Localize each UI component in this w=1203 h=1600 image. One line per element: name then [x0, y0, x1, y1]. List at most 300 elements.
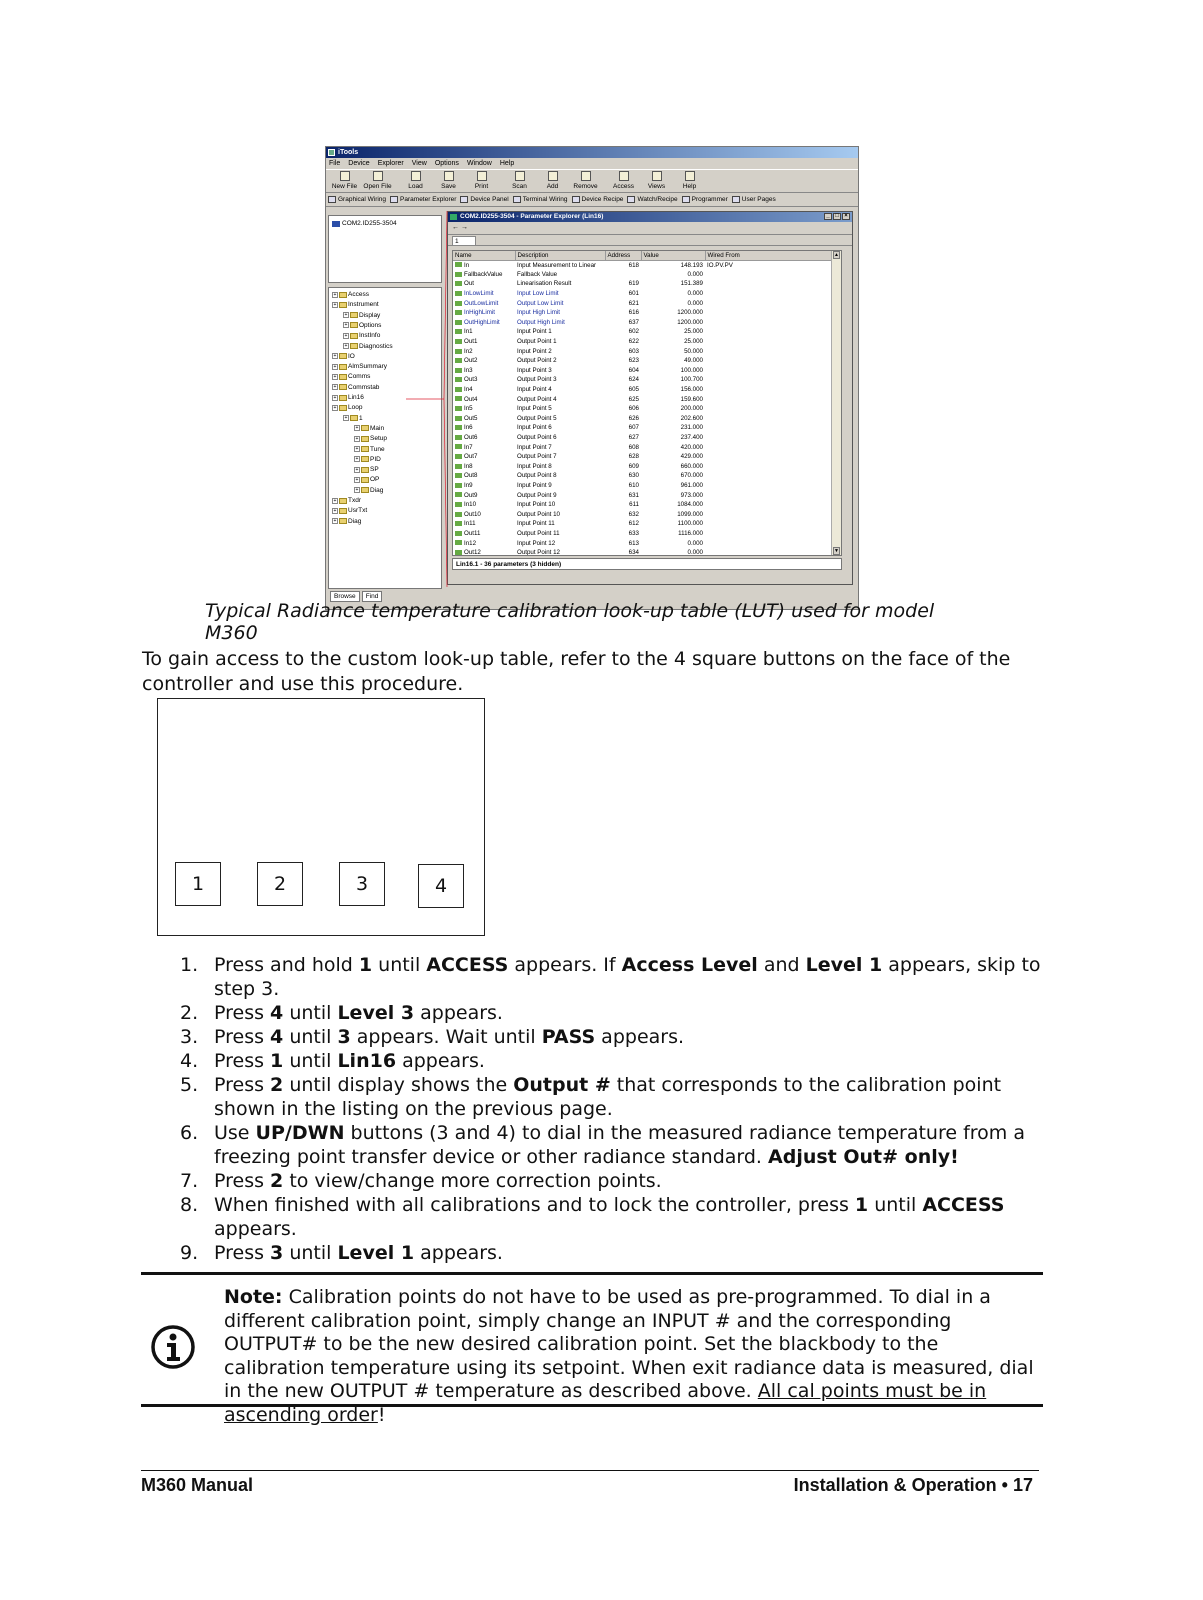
window-icon [450, 214, 457, 220]
tree-item-almsummary[interactable] [332, 362, 387, 371]
table-row[interactable] [453, 270, 831, 280]
cell-desc [515, 529, 605, 539]
expand-icon[interactable]: + [333, 507, 337, 514]
tree-item-diagnostics[interactable] [343, 342, 393, 351]
cell-text: InLowLimit [464, 290, 494, 298]
table-row[interactable] [453, 298, 831, 308]
cell-text: Out11 [464, 529, 481, 537]
cell-text: Out5 [464, 414, 478, 422]
step-text: until display shows the [283, 1074, 514, 1096]
tree-label: Options [359, 321, 382, 329]
cell-value[interactable] [641, 404, 705, 414]
cell-text: 0.000 [687, 539, 703, 547]
toolbar-print-button[interactable] [465, 171, 498, 192]
cell-wired [705, 442, 831, 452]
cell-wired [705, 423, 831, 433]
cell-text: 609 [628, 462, 639, 470]
tree-label: SP [370, 466, 379, 474]
cell-addr [605, 385, 641, 395]
cell-text: In7 [464, 443, 473, 451]
cell-name [453, 308, 515, 318]
cell-value[interactable] [641, 490, 705, 500]
cell-value[interactable] [641, 394, 705, 404]
view-device-recipe-button[interactable] [572, 196, 624, 203]
tree-item-instrument[interactable] [332, 300, 379, 309]
expand-icon[interactable]: + [333, 301, 337, 308]
cell-text: 602 [628, 328, 639, 336]
cell-wired [705, 538, 831, 548]
tree-item-usrtxt[interactable] [332, 506, 367, 515]
cell-name [453, 471, 515, 481]
cell-text: 634 [628, 549, 639, 556]
menu-item-window[interactable]: Window [466, 160, 492, 167]
view-user-pages-button[interactable] [732, 196, 776, 203]
tree-item-access[interactable] [332, 290, 369, 299]
tree-label: Diag [348, 517, 362, 525]
table-row[interactable] [453, 404, 831, 414]
cell-addr [605, 346, 641, 356]
expand-icon[interactable]: + [344, 322, 348, 329]
cell-value[interactable] [641, 289, 705, 299]
cell-name [453, 548, 515, 556]
menu-item-file[interactable]: File [329, 160, 341, 167]
cell-text: 631 [628, 491, 639, 499]
cell-addr [605, 308, 641, 318]
tree-item-diag[interactable] [332, 517, 361, 526]
cell-addr [605, 500, 641, 510]
tree-item-comms[interactable] [332, 372, 370, 381]
cell-text: 616 [628, 309, 639, 317]
cell-value[interactable] [641, 366, 705, 376]
expand-icon[interactable]: + [333, 353, 337, 360]
table-row[interactable] [453, 529, 831, 539]
cell-value[interactable] [641, 318, 705, 328]
table-row[interactable] [453, 423, 831, 433]
cell-value[interactable] [641, 327, 705, 337]
cell-name [453, 509, 515, 519]
expand-icon[interactable]: + [344, 415, 348, 422]
device-item[interactable] [332, 220, 397, 227]
table-row[interactable] [453, 279, 831, 289]
cell-value[interactable] [641, 356, 705, 366]
cell-name [453, 346, 515, 356]
cell-addr [605, 548, 641, 556]
cell-value[interactable] [641, 337, 705, 347]
tree-item-1[interactable] [343, 414, 363, 423]
tree-item-diag[interactable] [354, 486, 383, 495]
cell-value[interactable] [641, 509, 705, 519]
toolbar-add-button[interactable] [536, 171, 569, 192]
cell-text: In5 [464, 405, 473, 413]
parameter-icon [455, 502, 462, 507]
tree-item-txdr[interactable] [332, 496, 361, 505]
view-label: Device Panel [470, 196, 509, 203]
cell-desc [515, 548, 605, 556]
cell-value[interactable] [641, 260, 705, 270]
toolbar-save-button[interactable] [432, 171, 465, 192]
table-row[interactable] [453, 289, 831, 299]
cell-text: In3 [464, 366, 473, 374]
parameter-icon [455, 454, 462, 459]
tree-item-op[interactable] [354, 475, 379, 484]
expand-icon[interactable]: + [355, 425, 359, 432]
step-emphasis: Output # [513, 1074, 611, 1096]
expand-icon[interactable]: + [355, 487, 359, 494]
cell-value[interactable] [641, 375, 705, 385]
cell-value[interactable] [641, 538, 705, 548]
cell-addr [605, 490, 641, 500]
tab-find[interactable]: Find [362, 591, 383, 602]
cell-addr [605, 318, 641, 328]
expand-icon[interactable]: + [344, 332, 348, 339]
user-pages-icon [732, 196, 740, 203]
expand-icon[interactable]: + [333, 394, 337, 401]
step-emphasis: UP/DWN [255, 1122, 345, 1144]
cell-value[interactable] [641, 346, 705, 356]
view-label: Graphical Wiring [338, 196, 387, 203]
view-label: Parameter Explorer [400, 196, 457, 203]
parameter-icon [455, 358, 462, 363]
cell-text: Out6 [464, 433, 478, 441]
cell-wired [705, 270, 831, 280]
expand-icon[interactable]: + [355, 476, 359, 483]
menu-item-options[interactable]: Options [434, 160, 459, 167]
toolbar-label: Views [647, 183, 666, 190]
cell-desc [515, 442, 605, 452]
parameter-icon [455, 464, 462, 469]
view-terminal-wiring-button[interactable] [513, 196, 568, 203]
step-text: and [757, 954, 806, 976]
table-row[interactable] [453, 394, 831, 404]
view-watch-recipe-button[interactable] [627, 196, 677, 203]
view-parameter-explorer-button[interactable] [390, 196, 456, 203]
key-1: 1 [175, 862, 221, 906]
load-icon [411, 171, 421, 181]
toolbar-access-button[interactable] [607, 171, 640, 192]
cell-name [453, 500, 515, 510]
cell-wired [705, 529, 831, 539]
cell-wired [705, 375, 831, 385]
expand-icon[interactable]: + [333, 363, 337, 370]
table-row[interactable] [453, 481, 831, 491]
cell-addr [605, 375, 641, 385]
back-arrow-icon[interactable]: ← [452, 224, 459, 231]
tree-label: Diagnostics [359, 342, 393, 350]
step-number: 9. [180, 1242, 199, 1264]
toolbar-views-button[interactable] [640, 171, 673, 192]
tree-item-commstab[interactable] [332, 383, 379, 392]
device-list [328, 215, 442, 283]
step-text: Press [214, 1026, 271, 1048]
cell-desc [515, 461, 605, 471]
maximize-icon[interactable]: □ [833, 213, 841, 220]
view-programmer-button[interactable] [682, 196, 728, 203]
column-header-wired-from[interactable]: Wired From [705, 251, 831, 260]
expand-icon[interactable]: + [333, 373, 337, 380]
cell-value[interactable] [641, 529, 705, 539]
toolbar-label: Open File [363, 183, 392, 190]
table-row[interactable] [453, 433, 831, 443]
tree-item-options[interactable] [343, 321, 381, 330]
cell-desc [515, 375, 605, 385]
column-header-value[interactable]: Value [641, 251, 705, 260]
cell-value[interactable] [641, 500, 705, 510]
step-emphasis: 4 [270, 1026, 284, 1048]
cell-desc [515, 394, 605, 404]
view-device-panel-button[interactable] [460, 196, 508, 203]
cell-value[interactable] [641, 308, 705, 318]
folder-icon [339, 353, 347, 359]
cell-text: 50.000 [684, 347, 703, 355]
step-text: until [283, 1002, 338, 1024]
cell-value[interactable] [641, 279, 705, 289]
cell-desc [515, 481, 605, 491]
toolbar-scan-button[interactable] [503, 171, 536, 192]
expand-icon[interactable]: + [355, 466, 359, 473]
key-4: 4 [418, 864, 464, 908]
table-row[interactable] [453, 346, 831, 356]
toolbar-new-file-button[interactable] [328, 171, 361, 192]
cell-text: Out4 [464, 395, 478, 403]
expand-icon[interactable]: + [355, 446, 359, 452]
menu-item-view[interactable]: View [411, 160, 427, 167]
cell-text: Input Point 1 [517, 328, 552, 336]
cell-value[interactable] [641, 471, 705, 481]
cell-text: In [464, 261, 470, 269]
toolbar-load-button[interactable] [399, 171, 432, 192]
step-number: 6. [180, 1122, 199, 1144]
note-bottom-rule [141, 1404, 1043, 1407]
table-row[interactable] [453, 308, 831, 318]
cell-text: Out2 [464, 357, 478, 365]
view-graphical-wiring-button[interactable] [328, 196, 386, 203]
step-number: 7. [180, 1170, 199, 1192]
cell-value[interactable] [641, 519, 705, 529]
step-emphasis: ACCESS [922, 1194, 1005, 1216]
footer-manual-title: M360 Manual [141, 1475, 254, 1495]
toolbar-open-file-button[interactable] [361, 171, 394, 192]
table-row[interactable] [453, 366, 831, 376]
cell-text: 603 [628, 347, 639, 355]
expand-icon[interactable]: + [333, 384, 337, 391]
table-row[interactable] [453, 471, 831, 481]
tree-label: InstInfo [359, 332, 381, 340]
cell-value[interactable] [641, 433, 705, 443]
cell-text: Output Low Limit [517, 299, 564, 307]
cell-text: Input High Limit [517, 309, 560, 317]
menu-item-explorer[interactable]: Explorer [377, 160, 404, 167]
cell-value[interactable] [641, 298, 705, 308]
tree-item-main[interactable] [354, 424, 384, 433]
cell-text: 608 [628, 443, 639, 451]
scroll-up-icon[interactable]: ▲ [834, 252, 839, 258]
cell-text: Out12 [464, 549, 481, 556]
cell-name [453, 519, 515, 529]
column-header-name[interactable]: Name [453, 251, 515, 260]
parameter-icon [455, 387, 462, 392]
close-icon[interactable]: × [842, 213, 850, 220]
cell-value[interactable] [641, 461, 705, 471]
cell-text: 610 [628, 481, 639, 489]
app-icon [328, 149, 335, 156]
cell-text: Input Point 12 [517, 539, 556, 547]
table-row[interactable] [453, 548, 831, 556]
cell-value[interactable] [641, 414, 705, 424]
toolbar [326, 169, 858, 193]
folder-icon [361, 487, 369, 493]
parameter-icon [455, 368, 462, 373]
toolbar-remove-button[interactable] [569, 171, 602, 192]
tree-label: IO [348, 352, 355, 360]
cell-text: Input Point 8 [517, 462, 552, 470]
step-text: appears. [414, 1242, 503, 1264]
tree-item-pid[interactable] [354, 455, 381, 464]
table-row[interactable] [453, 414, 831, 424]
expand-icon[interactable]: + [344, 343, 348, 349]
forward-arrow-icon[interactable]: → [460, 224, 468, 231]
table-row[interactable] [453, 356, 831, 366]
cell-name [453, 423, 515, 433]
table-row[interactable] [453, 337, 831, 347]
tree-label: Tune [370, 445, 385, 453]
step-text: until [868, 1194, 923, 1216]
cell-value[interactable] [641, 452, 705, 462]
cell-text: In9 [464, 481, 473, 489]
folder-icon [350, 333, 358, 339]
table-row[interactable] [453, 385, 831, 395]
cell-text: 0.000 [687, 270, 703, 278]
vertical-scrollbar[interactable] [831, 251, 841, 555]
cell-value[interactable] [641, 481, 705, 491]
cell-value[interactable] [641, 442, 705, 452]
tree-item-lin16[interactable] [332, 393, 364, 402]
parameter-icon [455, 396, 462, 401]
cell-text: Output Point 5 [517, 414, 557, 422]
cell-text: Output Point 7 [517, 453, 557, 461]
cell-text: 0.000 [687, 299, 703, 307]
cell-text: 604 [628, 366, 639, 374]
table-row[interactable] [453, 375, 831, 385]
tree-label: Main [370, 424, 385, 432]
cell-text: 429.000 [680, 453, 703, 461]
step-emphasis: 3 [270, 1242, 284, 1264]
table-row[interactable] [453, 260, 831, 270]
expand-icon[interactable]: + [355, 456, 359, 463]
cell-text: 148.193 [680, 261, 703, 269]
toolbar-help-button[interactable] [673, 171, 706, 192]
column-header-address[interactable]: Address [605, 251, 641, 260]
expand-icon[interactable]: + [333, 518, 337, 525]
table-row[interactable] [453, 509, 831, 519]
toolbar-label: New File [331, 183, 358, 190]
cell-addr [605, 404, 641, 414]
table-row[interactable] [453, 538, 831, 548]
toolbar-label: Add [546, 183, 559, 190]
cell-desc [515, 509, 605, 519]
cell-value[interactable] [641, 423, 705, 433]
tree-item-loop[interactable] [332, 403, 362, 412]
tab-browse[interactable]: Browse [330, 591, 360, 602]
column-header-description[interactable]: Description [515, 251, 605, 260]
cell-text: 622 [628, 338, 639, 346]
expand-icon[interactable]: + [344, 312, 348, 319]
expand-icon[interactable]: + [333, 291, 337, 298]
watch-recipe-icon [627, 196, 635, 203]
cell-addr [605, 481, 641, 491]
step-text: appears. [595, 1026, 685, 1048]
tree-item-setup[interactable] [354, 434, 387, 443]
cell-addr [605, 433, 641, 443]
table-row[interactable] [453, 318, 831, 328]
table-row[interactable] [453, 519, 831, 529]
step-text: buttons (3 and 4) to dial in the measured radiance temperature from a freezing point transfer device or other radiance standard. [214, 1122, 1025, 1168]
step-emphasis: 1 [854, 1194, 869, 1216]
toolbar-label: Print [474, 183, 489, 190]
procedure-step [180, 1073, 1050, 1121]
step-text: Press [214, 1050, 271, 1072]
step-text: Press [214, 1242, 271, 1264]
tree-item-tune[interactable] [354, 445, 385, 454]
cell-text: 612 [628, 520, 639, 528]
note-end: ! [377, 1403, 386, 1426]
cell-addr [605, 260, 641, 270]
parameter-icon [455, 310, 462, 315]
help-icon [685, 171, 695, 181]
table-row[interactable] [453, 327, 831, 337]
views-bar [326, 193, 858, 207]
expand-icon[interactable]: + [333, 497, 337, 504]
cell-value[interactable] [641, 385, 705, 395]
cell-wired [705, 481, 831, 491]
table-row[interactable] [453, 452, 831, 462]
tab-1[interactable]: 1 [452, 236, 476, 246]
table-row[interactable] [453, 500, 831, 510]
footer-page-number: Installation & Operation • 17 [793, 1475, 1033, 1495]
cell-value[interactable] [641, 270, 705, 280]
menu-item-device[interactable]: Device [348, 160, 370, 167]
tree-item-sp[interactable] [354, 465, 379, 474]
info-icon [150, 1324, 196, 1370]
table-row[interactable] [453, 490, 831, 500]
cell-text: In11 [464, 520, 476, 528]
minimize-icon[interactable]: _ [824, 213, 832, 220]
procedure-steps [180, 953, 1050, 1265]
tree-item-io[interactable] [332, 352, 355, 361]
menu-item-help[interactable]: Help [499, 160, 515, 167]
cell-text: 25.000 [684, 338, 703, 346]
expand-icon[interactable]: + [333, 404, 337, 411]
tree-item-instinfo[interactable] [343, 331, 380, 340]
step-text: appears. If [508, 954, 622, 976]
tree-label: Loop [348, 404, 363, 412]
cell-text: 606 [628, 405, 639, 413]
step-number: 8. [180, 1194, 199, 1216]
table-row[interactable] [453, 461, 831, 471]
cell-addr [605, 414, 641, 424]
access-icon [619, 171, 629, 181]
cell-text: In6 [464, 424, 473, 432]
cell-value[interactable] [641, 548, 705, 556]
cell-addr [605, 509, 641, 519]
tree-item-display[interactable] [343, 311, 380, 320]
table-row[interactable] [453, 442, 831, 452]
cell-text: 670.000 [680, 472, 703, 480]
views-icon [652, 171, 662, 181]
parameter-icon [455, 512, 462, 517]
scroll-down-icon[interactable]: ▼ [834, 548, 839, 554]
folder-icon [339, 395, 347, 401]
expand-icon[interactable]: + [355, 435, 359, 442]
